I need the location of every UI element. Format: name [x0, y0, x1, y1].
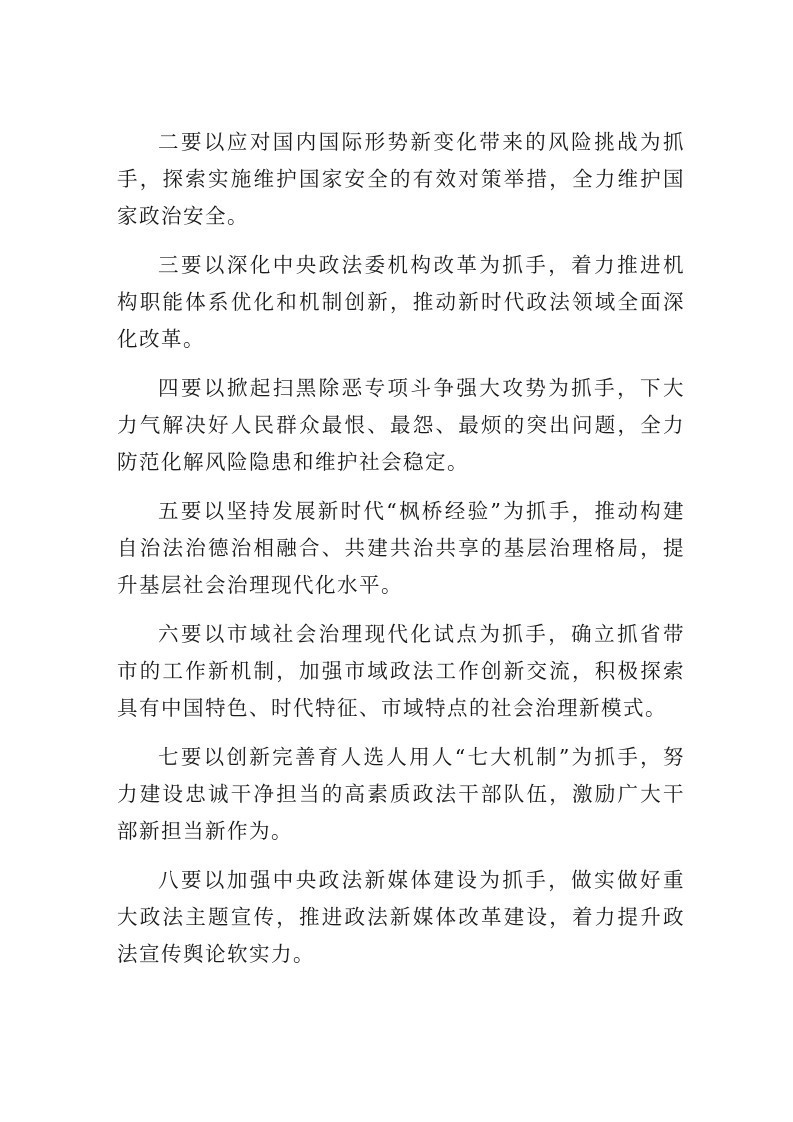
document-body: [117, 124, 685, 985]
paragraph-7: 七要以创新完善育人选人用人“七大机制”为抓手，努力建设忠诚干净担当的高素质政法干部队伍，激励广大干部新担当新作为。: [117, 745, 685, 843]
paragraph-4: 四要以掀起扫黑除恶专项斗争强大攻势为抓手，下大力气解决好人民群众最恨、最怨、最烦的突出问题，全力防范化解风险隐患和维护社会稳定。: [117, 376, 685, 474]
paragraph-2: 二要以应对国内国际形势新变化带来的风险挑战为抓手，探索实施维护国家安全的有效对策举措，全力维护国家政治安全。: [117, 130, 685, 228]
paragraph-3: 三要以深化中央政法委机构改革为抓手，着力推进机构职能体系优化和机制创新，推动新时代政法领域全面深化改革。: [117, 253, 685, 351]
paragraph-6: 六要以市域社会治理现代化试点为抓手，确立抓省带市的工作新机制，加强市域政法工作创新交流，积极探索具有中国特色、时代特征、市域特点的社会治理新模式。: [117, 622, 685, 720]
paragraph-5: 五要以坚持发展新时代“枫桥经验”为抓手，推动构建自治法治德治相融合、共建共治共享的基层治理格局，提升基层社会治理现代化水平。: [117, 499, 685, 597]
paragraph-8: 八要以加强中央政法新媒体建设为抓手，做实做好重大政法主题宣传，推进政法新媒体改革建设，着力提升政法宣传舆论软实力。: [117, 868, 685, 966]
